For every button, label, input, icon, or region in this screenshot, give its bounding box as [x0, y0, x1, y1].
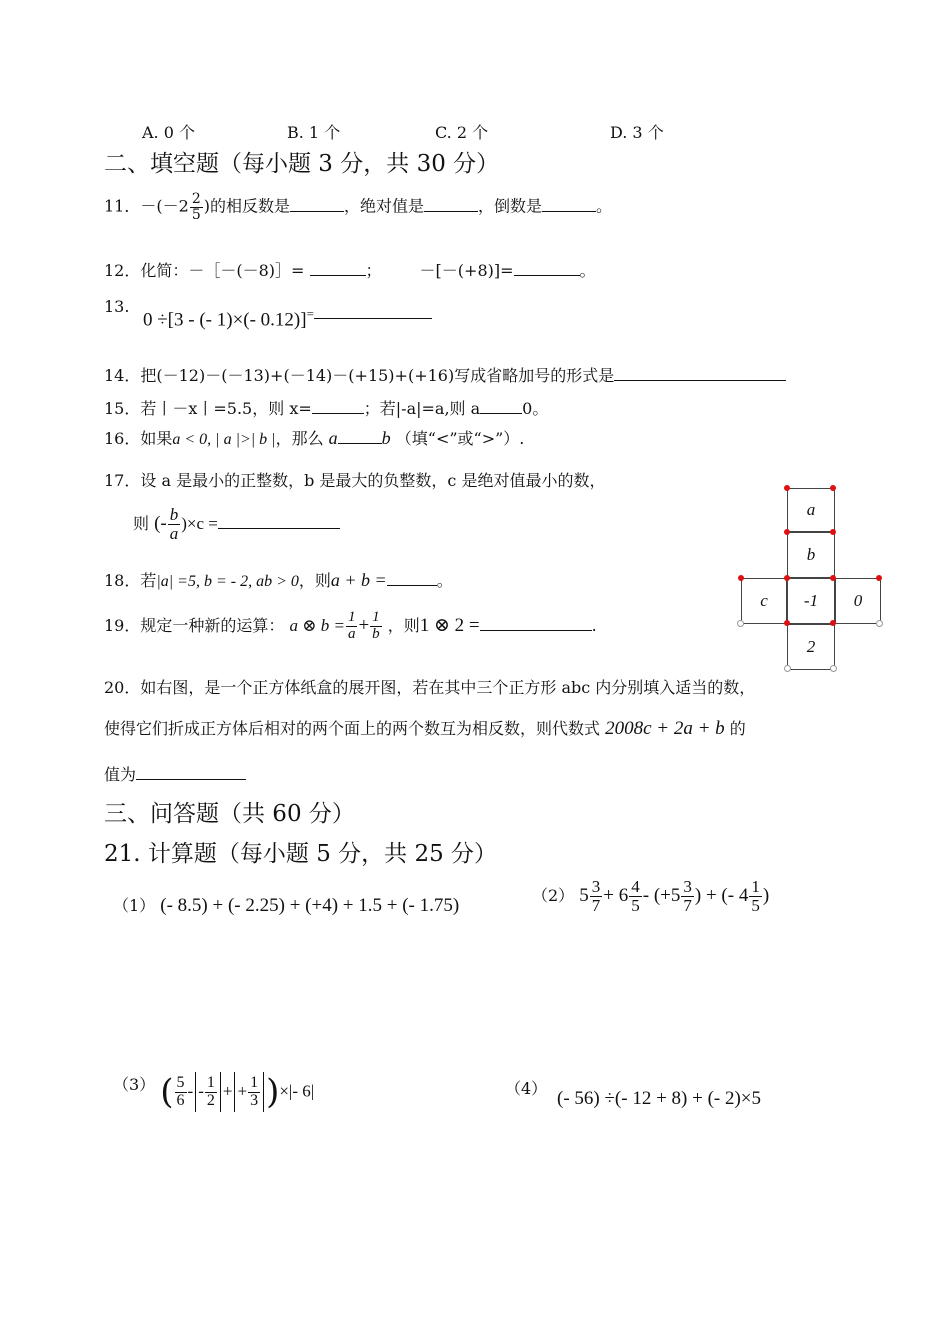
q11-blank-opposite[interactable]	[290, 196, 344, 212]
p1-label: （1）	[113, 896, 156, 915]
vertex-dot	[784, 575, 790, 581]
q16-var-b: b	[381, 428, 391, 448]
q20-end: 的	[729, 719, 746, 738]
cube-face-c: c	[741, 578, 787, 624]
p2-fraction-3: $\frac{3}{7}$	[683, 877, 692, 915]
vertex-dot	[738, 575, 744, 581]
vertex-dot	[784, 529, 790, 535]
q11-opposite-label: )的相反数是	[203, 196, 290, 216]
problem-2: （2） 5 $\frac{3}{7}$ + 6 $\frac{4}{5}$ - (+5 $\frac{3}{7}$ ) + (- 4 $\frac{1}{5}$ )	[532, 877, 770, 915]
q17-fraction: $\frac{b}{a}$	[169, 505, 179, 543]
q16-blank[interactable]	[338, 428, 382, 444]
q17-post: )×c =	[181, 513, 218, 533]
q19-plus: +	[358, 614, 370, 636]
q12-text-2: －[－(+8)]=	[419, 261, 514, 280]
question-11	[104, 192, 612, 222]
p2-fraction-1: $\frac{3}{7}$	[591, 877, 601, 915]
question-12	[104, 258, 596, 281]
section2-title: 二、填空题（每小题 3 分，共 30 分）	[104, 151, 500, 177]
vertex-dot	[830, 575, 836, 581]
problem-3: （3） ( $\frac{5}{6}$ - - $\frac{1}{2}$ + + $\frac{1}{3}$ )×|- 6|	[113, 1072, 315, 1112]
question-20-line2	[104, 716, 746, 740]
q11-recip-label: ，倒数是	[478, 196, 543, 216]
q17-minus: (-	[154, 512, 167, 534]
q16-condition: a < 0, | a |>| b |	[172, 431, 276, 448]
p3-open-paren: (	[160, 1072, 174, 1112]
q20-blank[interactable]	[136, 764, 246, 780]
q14-blank[interactable]	[614, 365, 786, 381]
question-20-line1: 20．如右图，是一个正方体纸盒的展开图，若在其中三个正方形 abc 内分别填入适当的数，	[104, 678, 756, 697]
cube-face-a: a	[787, 488, 835, 532]
section3-title: 三、问答题（共 60 分）	[104, 801, 355, 827]
vertex-dot	[830, 529, 836, 535]
q19-expr: 1 ⊗ 2 =	[419, 614, 480, 636]
p4-label: （4）	[505, 1079, 548, 1098]
q19-blank[interactable]	[480, 615, 592, 631]
q15-blank-1[interactable]	[312, 398, 364, 414]
q20-text: 使得它们折成正方体后相对的两个面上的两个数互为相反数，则代数式	[104, 719, 601, 738]
vertex-dot-open	[737, 620, 744, 627]
vertex-dot	[830, 485, 836, 491]
vertex-dot-open	[830, 665, 837, 672]
q21-title: 21. 计算题（每小题 5 分，共 25 分）	[104, 841, 498, 867]
question-18	[104, 568, 453, 591]
question-16	[104, 426, 524, 449]
q12-blank-1[interactable]	[310, 260, 366, 276]
q18-condition: |a| =5, b = - 2, ab > 0	[156, 573, 299, 590]
q16-text-1: 16．如果	[104, 429, 173, 448]
q11-end: 。	[596, 196, 613, 216]
q19-fraction-1: $\frac{1}{a}$	[347, 609, 356, 642]
q13-blank[interactable]	[314, 316, 432, 319]
cube-face-bottom: 2	[787, 624, 835, 670]
q19-text-2: ，则	[387, 615, 420, 635]
q17-pre: 则	[133, 513, 150, 533]
question-17: 17．设 a 是最小的正整数，b 是最大的负整数，c 是绝对值最小的数，	[104, 471, 606, 490]
cube-face-right: 0	[835, 578, 881, 624]
question-15	[104, 396, 548, 419]
q12-blank-2[interactable]	[514, 260, 580, 276]
question-14	[104, 363, 786, 386]
vertex-dot	[784, 485, 790, 491]
cube-face-center: -1	[787, 578, 835, 624]
q13-num: 13.	[104, 297, 130, 316]
q11-fraction: $\frac{2}{5}$	[191, 191, 201, 223]
option-a: A. 0 个	[142, 123, 195, 142]
p1-expr: (- 8.5) + (- 2.25) + (+4) + 1.5 + (- 1.75)	[160, 895, 460, 916]
question-19	[104, 610, 597, 643]
q11-num: 11．	[104, 196, 141, 216]
p3-tail: ×|- 6|	[279, 1081, 315, 1101]
cube-face-b: b	[787, 532, 835, 578]
q15-blank-2[interactable]	[480, 398, 522, 414]
q14-text: 14．把(－12)－(－13)+(－14)－(+15)+(+16)写成省略加号的形式是	[104, 366, 615, 385]
q18-blank[interactable]	[387, 570, 437, 586]
q12-sep: ；	[365, 261, 382, 280]
p3-fraction-1: $\frac{5}{6}$	[176, 1073, 185, 1109]
q19-text-1: 19．规定一种新的运算：	[104, 615, 285, 635]
q19-end: .	[591, 615, 597, 635]
option-c: C. 2 个	[435, 123, 489, 142]
q12-text: 12．化简：－［－(－8)］=	[104, 261, 305, 280]
q15-text-2: ；若|-a|=a,则 a	[363, 399, 481, 418]
q12-end: 。	[579, 261, 596, 280]
q19-fraction-2: $\frac{1}{b}$	[372, 609, 380, 642]
q13-eq: =	[306, 306, 314, 321]
q20-expr: 2008c + 2a + b	[605, 718, 725, 739]
q18-text-2: ，则	[298, 571, 331, 590]
q15-text-3: 0。	[522, 399, 549, 418]
option-d: D. 3 个	[610, 123, 664, 142]
problem-1	[113, 893, 459, 917]
q11-expr-start: －(－2	[140, 196, 189, 216]
vertex-dot-open	[876, 620, 883, 627]
q20-value-label: 值为	[104, 765, 137, 784]
p3-fraction-3: $\frac{1}{3}$	[250, 1073, 259, 1109]
q16-text-2: ，那么	[275, 429, 324, 448]
p2-label: （2）	[532, 885, 575, 905]
question-17-expression	[133, 506, 340, 543]
p2-fraction-2: $\frac{4}{5}$	[631, 877, 640, 915]
p2-fraction-4: $\frac{1}{5}$	[751, 877, 760, 915]
vertex-dot	[830, 620, 836, 626]
p3-close-paren: )	[266, 1072, 280, 1112]
q18-end: 。	[436, 571, 453, 590]
q17-blank[interactable]	[218, 513, 340, 529]
q16-var-a: a	[328, 428, 338, 448]
q15-text-1: 15．若丨－x丨=5.5，则 x=	[104, 399, 312, 418]
q11-abs-label: ，绝对值是	[343, 196, 424, 216]
q18-text-1: 18．若	[104, 571, 157, 590]
p3-fraction-2: $\frac{1}{2}$	[206, 1073, 215, 1109]
p4-expr: (- 56) ÷(- 12 + 8) + (- 2)×5	[557, 1088, 762, 1109]
p3-label: （3）	[113, 1075, 156, 1094]
q18-expr: a + b =	[330, 570, 387, 590]
q11-blank-recip[interactable]	[542, 196, 596, 212]
vertex-dot	[784, 620, 790, 626]
q13-expr: 0 ÷[3 - (- 1)×(- 0.12)]	[143, 309, 307, 331]
question-13-expression	[143, 306, 432, 331]
vertex-dot	[876, 575, 882, 581]
q19-lhs: a ⊗ b =	[289, 615, 345, 635]
option-b: B. 1 个	[287, 123, 341, 142]
q11-blank-abs[interactable]	[424, 196, 478, 212]
question-20-line3	[104, 762, 246, 785]
vertex-dot-open	[784, 665, 791, 672]
q16-text-3: （填“<”或“>”）.	[395, 429, 525, 448]
